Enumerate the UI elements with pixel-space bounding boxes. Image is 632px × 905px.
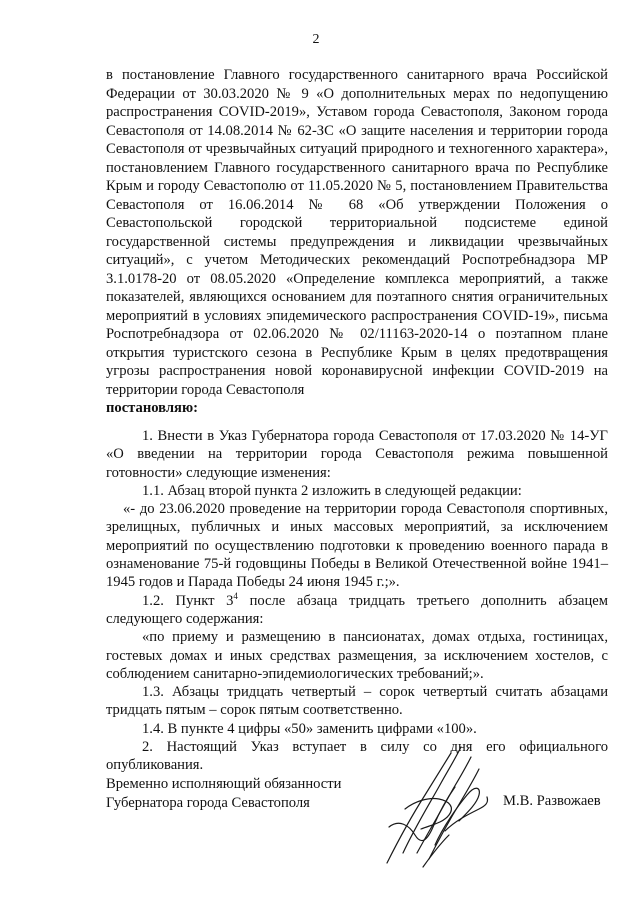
signatory-position	[106, 775, 341, 812]
item-1-1: 1.1. Абзац второй пункта 2 изложить в следующей редакции:	[142, 482, 522, 499]
item-1: 1. Внести в Указ Губернатора города Севастополя от 17.03.2020 № 14-УГ «О введении на территории города Севастополя режима повышенной готовности» следующие изменения:	[106, 428, 608, 481]
item-1-3: 1.3. Абзацы тридцать четвертый – сорок четвертый считать абзацами тридцать пятым – сорок пятым соответственно.	[106, 684, 608, 719]
position-line-1: Временно исполняющий обязанности	[106, 776, 342, 792]
signatory-name: М.В. Развожаев	[503, 793, 601, 809]
item-2: 2. Настоящий Указ вступает в силу со дня его официального опубликования.	[106, 739, 608, 774]
intro-paragraph	[106, 66, 608, 418]
item-1-1-quote: «- до 23.06.2020 проведение на территории города Севастополя спортивных, зрелищных, публичных и иных массовых мероприятий, за исключением мероприятий по осуществлению подготовки к проведению военного парада в ознаменование 75-й годовщины Победы в Великой Отечественной войне 1941–1945 годов и Парада Победы 24 июня 1945 г.;».	[106, 501, 608, 591]
decree-word: постановляю:	[106, 400, 198, 416]
item-1-4: 1.4. В пункте 4 цифры «50» заменить цифрами «100».	[142, 720, 477, 737]
decree-items	[106, 427, 608, 775]
item-1-2-quote: «по приему и размещению в пансионатах, домах отдыха, гостиницах, гостевых домах и иных средствах размещения, за исключением хостелов, с соблюдением санитарно-эпидемиологических требований;».	[106, 629, 608, 682]
page-number: 2	[312, 32, 320, 47]
position-line-2: Губернатора города Севастополя	[106, 794, 310, 811]
handwritten-signature	[375, 735, 495, 870]
item-1-2-start: 1.2. Пункт 3	[142, 592, 234, 609]
item-1-2	[106, 592, 608, 629]
item-1-2-end: после абзаца тридцать третьего дополнить абзацем следующего содержания:	[106, 592, 609, 627]
intro-text: в постановление Главного государственного санитарного врача Российской Федерации от 30.03.2020 № 9 «О дополнительных мерах по недопущению распространения COVID-2019», Уставом города Севастополя, Законом города Севастополя от 14.08.2014 № 62-ЗС «О защите населения и территории города Севастополя от чрезвычайных ситуаций природного и техногенного характера», постановлением Главного государственного санитарного врача по Республике Крым и городу Севастополю от 11.05.2020 № 5, постановлением Правительства Севастополя от 16.06.2014 № 68 «Об утверждении Положения о Севастопольской городской территориальной подсистеме единой государственной системы предупреждения и ликвидации чрезвычайных ситуаций», с учетом Методических рекомендаций Роспотребнадзора МР 3.1.0178-20 от 08.05.2020 «Определение комплекса мероприятий, а также показателей, являющихся основанием для поэтапного снятия ограничительных мероприятий в условиях эпидемического распространения COVID-19», письма Роспотребнадзора от 02.06.2020 № 02/11163-2020-14 о поэтапном плане открытия туристского сезона в Республике Крым в целях предотвращения угрозы распространения новой коронавирусной инфекции COVID-2019 на территории города Севастополя	[106, 67, 608, 398]
item-1-2-superscript: 4	[233, 590, 238, 601]
